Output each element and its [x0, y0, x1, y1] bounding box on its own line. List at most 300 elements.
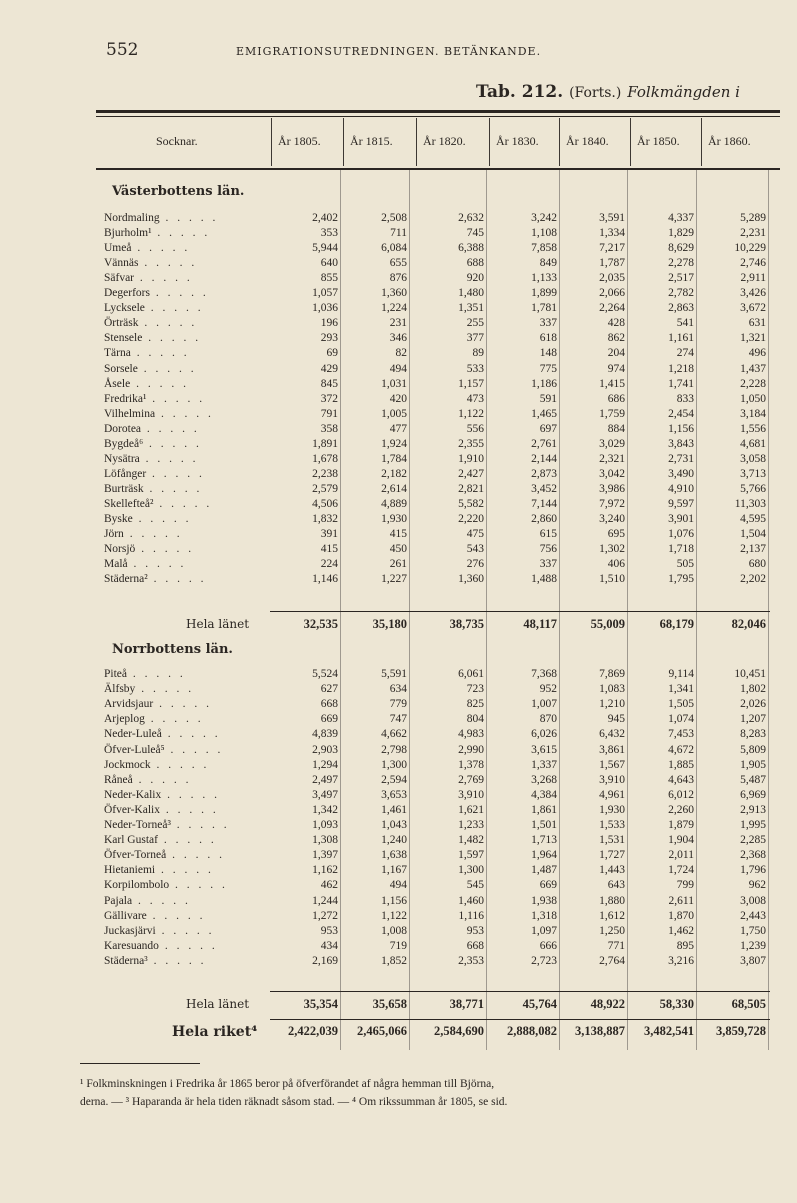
column-header-label: Socknar. — [156, 134, 198, 148]
value-cell: 5,289 — [740, 212, 766, 224]
value-cell: 434 — [320, 939, 338, 952]
parish-row-label — [104, 302, 204, 314]
leader-dots: . . . . . — [157, 834, 217, 847]
value-cell: 1,122 — [458, 407, 484, 420]
parish-name: Juckasjärvi — [104, 924, 156, 937]
value-cell: 1,795 — [668, 573, 694, 586]
value-cell: 2,202 — [740, 573, 766, 586]
value-cell: 2,355 — [458, 437, 484, 450]
value-cell: 391 — [320, 528, 338, 541]
value-cell: 1,891 — [312, 437, 338, 450]
value-cell: 591 — [539, 392, 557, 405]
leader-dots: . . . . . — [150, 758, 210, 771]
value-cell: 6,969 — [740, 788, 766, 801]
value-cell: 3,807 — [740, 954, 766, 967]
total-label: Hela länet — [186, 997, 250, 1011]
value-cell: 1,397 — [312, 849, 338, 862]
parish-row-label — [104, 698, 212, 710]
value-cell: 668 — [320, 698, 338, 711]
value-cell: 3,615 — [531, 743, 557, 756]
parish-name: Vilhelmina — [104, 407, 156, 420]
value-cell: 779 — [389, 698, 407, 711]
value-cell: 1,750 — [740, 924, 766, 937]
header-divider — [416, 118, 417, 166]
value-cell: 2,169 — [312, 954, 338, 967]
value-cell: 3,986 — [599, 482, 625, 495]
parish-name: Lycksele — [104, 302, 145, 315]
parish-name: Dorotea — [104, 422, 142, 435]
parish-name: Malå — [104, 558, 128, 571]
value-cell: 35,354 — [303, 997, 338, 1011]
value-cell: 231 — [389, 317, 407, 330]
value-cell: 1,443 — [599, 864, 625, 877]
value-cell: 1,224 — [381, 302, 407, 315]
parish-name: Korpilombolo — [104, 879, 170, 892]
value-cell: 3,042 — [599, 467, 625, 480]
column-header-label: År 1860. — [708, 134, 751, 148]
value-cell: 35,658 — [372, 997, 407, 1011]
parish-row-label — [104, 955, 206, 967]
column-header-year — [272, 118, 344, 166]
value-cell: 5,582 — [458, 497, 484, 510]
value-cell: 1,505 — [668, 698, 694, 711]
value-cell: 7,368 — [531, 668, 557, 680]
parish-name: Nysätra — [104, 452, 140, 465]
value-cell: 1,852 — [381, 954, 407, 967]
parish-row-label — [104, 287, 209, 299]
value-cell: 825 — [466, 698, 484, 711]
value-cell: 255 — [466, 317, 484, 330]
value-cell: 3,242 — [531, 212, 557, 224]
value-cell: 3,216 — [668, 954, 694, 967]
leader-dots: . . . . . — [147, 573, 207, 586]
leader-dots: . . . . . — [146, 467, 205, 480]
value-cell: 962 — [748, 879, 766, 892]
parish-row-label — [104, 713, 204, 725]
value-cell: 5,524 — [312, 668, 338, 680]
parish-name: Neder-Kalix — [104, 788, 162, 801]
value-cell: 2,769 — [458, 773, 484, 786]
parish-name: Städerna³ — [104, 954, 148, 967]
leader-dots: . . . . . — [166, 849, 225, 862]
value-cell: 3,672 — [740, 302, 766, 315]
column-header-label: År 1830. — [496, 134, 539, 148]
value-cell: 473 — [466, 392, 484, 405]
value-cell: 1,510 — [599, 573, 625, 586]
value-cell: 4,681 — [740, 437, 766, 450]
value-cell: 1,244 — [312, 894, 338, 907]
value-cell: 1,050 — [740, 392, 766, 405]
value-cell: 32,535 — [303, 617, 338, 631]
value-cell: 2,584,690 — [434, 1024, 484, 1038]
value-cell: 1,074 — [668, 713, 694, 726]
value-cell: 1,233 — [458, 819, 484, 831]
value-cell: 2,035 — [599, 272, 625, 285]
value-cell: 2,220 — [458, 513, 484, 525]
value-cell: 337 — [539, 558, 557, 571]
value-cell: 1,302 — [599, 543, 625, 556]
value-cell: 974 — [607, 362, 625, 375]
value-cell: 8,283 — [740, 728, 766, 741]
value-cell: 2,911 — [740, 272, 766, 285]
parish-name: Karesuando — [104, 939, 159, 952]
value-cell: 1,097 — [531, 924, 557, 937]
value-cell: 1,612 — [599, 909, 625, 922]
column-header-year — [490, 118, 560, 166]
parish-row-label — [104, 789, 220, 801]
value-cell: 2,508 — [381, 212, 407, 224]
value-cell: 1,116 — [458, 909, 484, 922]
value-cell: 669 — [539, 879, 557, 892]
value-cell: 462 — [320, 879, 338, 892]
value-cell: 6,061 — [458, 668, 484, 680]
value-cell: 1,759 — [599, 407, 625, 420]
parish-name: Pajala — [104, 894, 133, 907]
leader-dots: . . . . . — [146, 392, 206, 405]
leader-dots: . . . . . — [131, 242, 191, 255]
value-cell: 804 — [466, 713, 484, 726]
value-cell: 8,629 — [668, 242, 694, 255]
footnote-line-2: derna. — ³ Haparanda är hela tiden räknadt såsom stad. — ⁴ Om rikssumman år 1805, se sid. — [80, 1096, 508, 1108]
value-cell: 1,678 — [312, 452, 338, 465]
parish-name: Byske — [104, 513, 133, 525]
value-cell: 1,210 — [599, 698, 625, 711]
parish-name: Fredrika¹ — [104, 392, 147, 405]
value-cell: 2,632 — [458, 212, 484, 224]
value-cell: 1,713 — [531, 834, 557, 847]
value-cell: 4,384 — [531, 788, 557, 801]
value-cell: 1,885 — [668, 758, 694, 771]
value-cell: 3,452 — [531, 482, 557, 495]
value-cell: 48,117 — [523, 617, 557, 631]
value-cell: 6,026 — [531, 728, 557, 741]
value-cell: 2,497 — [312, 773, 338, 786]
parish-row-label — [104, 242, 190, 254]
parish-name: Piteå — [104, 668, 127, 680]
value-cell: 58,330 — [659, 997, 694, 1011]
value-cell: 1,964 — [531, 849, 557, 862]
parish-row-label — [104, 925, 214, 937]
value-cell: 945 — [607, 713, 625, 726]
value-cell: 2,579 — [312, 482, 338, 495]
value-cell: 1,156 — [381, 894, 407, 907]
parish-name: Jörn — [104, 528, 124, 541]
value-cell: 1,480 — [458, 287, 484, 300]
value-cell: 845 — [320, 377, 338, 390]
value-cell: 2,913 — [740, 803, 766, 816]
value-cell: 545 — [466, 879, 484, 892]
value-cell: 5,944 — [312, 242, 338, 255]
value-cell: 655 — [389, 257, 407, 270]
page-number: 552 — [106, 40, 139, 60]
value-cell: 1,146 — [312, 573, 338, 586]
value-cell: 496 — [748, 347, 766, 360]
value-cell: 420 — [389, 392, 407, 405]
value-cell: 1,861 — [531, 803, 557, 816]
value-cell: 1,905 — [740, 758, 766, 771]
parish-row-label — [104, 573, 206, 585]
running-head: EMIGRATIONSUTREDNINGEN. BETÄNKANDE. — [236, 45, 542, 58]
value-cell: 3,910 — [458, 788, 484, 801]
value-cell: 372 — [320, 392, 338, 405]
value-cell: 1,802 — [740, 683, 766, 696]
leader-dots: . . . . . — [143, 482, 203, 495]
value-cell: 346 — [389, 332, 407, 345]
value-cell: 1,036 — [312, 302, 338, 315]
parish-row-label — [104, 558, 186, 570]
parish-name: Öfver-Luleå⁵ — [104, 743, 165, 756]
value-cell: 666 — [539, 939, 557, 952]
value-cell: 1,108 — [531, 227, 557, 240]
value-cell: 1,899 — [531, 287, 557, 300]
value-cell: 2,903 — [312, 743, 338, 756]
value-cell: 1,465 — [531, 407, 557, 420]
value-cell: 3,910 — [599, 773, 625, 786]
parish-name: Stensele — [104, 332, 143, 345]
value-cell: 1,718 — [668, 543, 694, 556]
value-cell: 799 — [676, 879, 694, 892]
leader-dots: . . . . . — [130, 377, 189, 390]
leader-dots: . . . . . — [146, 909, 206, 922]
parish-row-label — [104, 498, 212, 510]
value-cell: 2,026 — [740, 698, 766, 711]
value-cell: 1,167 — [381, 864, 407, 877]
value-cell: 2,723 — [531, 954, 557, 967]
parish-name: Sorsele — [104, 362, 138, 375]
parish-row-label — [104, 332, 201, 344]
value-cell: 82,046 — [731, 617, 766, 631]
value-cell: 7,869 — [599, 668, 625, 680]
value-cell: 1,342 — [312, 803, 338, 816]
value-cell: 1,157 — [458, 377, 484, 390]
value-cell: 711 — [390, 227, 407, 240]
value-cell: 1,334 — [599, 227, 625, 240]
parish-row-label — [104, 683, 194, 695]
value-cell: 1,832 — [312, 513, 338, 525]
value-cell: 2,066 — [599, 287, 625, 300]
value-cell: 7,858 — [531, 242, 557, 255]
value-cell: 952 — [539, 683, 557, 696]
value-cell: 643 — [607, 879, 625, 892]
value-cell: 1,781 — [531, 302, 557, 315]
value-cell: 1,250 — [599, 924, 625, 937]
value-cell: 4,595 — [740, 513, 766, 525]
value-cell: 833 — [676, 392, 694, 405]
value-cell: 870 — [539, 713, 557, 726]
value-cell: 4,839 — [312, 728, 338, 741]
parish-row-label — [104, 363, 197, 375]
parish-row-label — [104, 513, 192, 525]
value-cell: 2,764 — [599, 954, 625, 967]
value-cell: 719 — [389, 939, 407, 952]
value-cell: 6,084 — [381, 242, 407, 255]
leader-dots: . . . . . — [127, 668, 186, 680]
value-cell: 10,451 — [734, 668, 766, 680]
leader-dots: . . . . . — [134, 272, 193, 285]
value-cell: 1,057 — [312, 287, 338, 300]
value-cell: 756 — [539, 543, 557, 556]
value-cell: 1,462 — [668, 924, 694, 937]
value-cell: 1,239 — [740, 939, 766, 952]
value-cell: 2,731 — [668, 452, 694, 465]
value-cell: 7,972 — [599, 497, 625, 510]
value-cell: 2,231 — [740, 227, 766, 240]
value-cell: 3,029 — [599, 437, 625, 450]
leader-dots: . . . . . — [138, 317, 198, 330]
leader-dots: . . . . . — [155, 407, 214, 420]
parish-name: Arvidsjaur — [104, 698, 154, 711]
parish-row-label — [104, 910, 206, 922]
leader-dots: . . . . . — [155, 864, 214, 877]
parish-name: Säfvar — [104, 272, 135, 285]
value-cell: 45,764 — [522, 997, 557, 1011]
parish-name: Karl Gustaf — [104, 834, 158, 847]
value-cell: 2,353 — [458, 954, 484, 967]
value-cell: 5,591 — [381, 668, 407, 680]
value-cell: 415 — [389, 528, 407, 541]
value-cell: 7,144 — [531, 497, 557, 510]
value-cell: 1,133 — [531, 272, 557, 285]
value-cell: 862 — [607, 332, 625, 345]
value-cell: 3,653 — [381, 788, 407, 801]
leader-dots: . . . . . — [151, 227, 211, 240]
leader-dots: . . . . . — [132, 513, 192, 525]
value-cell: 2,238 — [312, 467, 338, 480]
value-cell: 953 — [320, 924, 338, 937]
value-cell: 4,506 — [312, 497, 338, 510]
value-cell: 775 — [539, 362, 557, 375]
value-cell: 1,930 — [381, 513, 407, 525]
parish-row-label — [104, 272, 193, 284]
leader-dots: . . . . . — [135, 543, 195, 556]
value-cell: 1,487 — [531, 864, 557, 877]
value-cell: 634 — [389, 683, 407, 696]
value-cell: 1,321 — [740, 332, 766, 345]
value-cell: 415 — [320, 543, 338, 556]
value-cell: 1,318 — [531, 909, 557, 922]
parish-name: Tärna — [104, 347, 131, 360]
value-cell: 1,294 — [312, 758, 338, 771]
value-cell: 533 — [466, 362, 484, 375]
leader-dots: . . . . . — [161, 728, 221, 741]
parish-row-label — [104, 227, 210, 239]
parish-row-label — [104, 468, 205, 480]
value-cell: 82 — [395, 347, 407, 360]
parish-row-label — [104, 423, 200, 435]
header-divider — [559, 118, 560, 166]
parish-row-label — [104, 834, 217, 846]
parish-row-label — [104, 257, 197, 269]
value-cell: 2,427 — [458, 467, 484, 480]
leader-dots: . . . . . — [164, 743, 224, 756]
value-cell: 2,990 — [458, 743, 484, 756]
value-cell: 1,043 — [381, 819, 407, 831]
value-cell: 7,217 — [599, 242, 625, 255]
value-cell: 2,888,082 — [507, 1024, 557, 1038]
value-cell: 640 — [320, 257, 338, 270]
value-cell: 556 — [466, 422, 484, 435]
value-cell: 1,300 — [381, 758, 407, 771]
value-cell: 697 — [539, 422, 557, 435]
value-cell: 1,415 — [599, 377, 625, 390]
parish-row-label — [104, 744, 223, 756]
grand-total-rule — [270, 1019, 770, 1020]
value-cell: 5,809 — [740, 743, 766, 756]
value-cell: 2,798 — [381, 743, 407, 756]
leader-dots: . . . . . — [138, 257, 198, 270]
parish-name: Umeå — [104, 242, 132, 255]
parish-row-label — [104, 438, 202, 450]
value-cell: 3,713 — [740, 467, 766, 480]
value-cell: 1,597 — [458, 849, 484, 862]
value-cell: 406 — [607, 558, 625, 571]
table-title — [476, 82, 740, 102]
value-cell: 1,533 — [599, 819, 625, 831]
value-cell: 1,308 — [312, 834, 338, 847]
value-cell: 669 — [320, 713, 338, 726]
value-cell: 3,008 — [740, 894, 766, 907]
value-cell: 1,879 — [668, 819, 694, 831]
parish-row-label — [104, 895, 191, 907]
leader-dots: . . . . . — [144, 713, 204, 726]
value-cell: 1,460 — [458, 894, 484, 907]
leader-dots: . . . . . — [142, 332, 202, 345]
value-cell: 6,012 — [668, 788, 694, 801]
value-cell: 1,638 — [381, 849, 407, 862]
column-header-year — [344, 118, 417, 166]
value-cell: 1,501 — [531, 819, 557, 831]
value-cell: 293 — [320, 332, 338, 345]
value-cell: 2,821 — [458, 482, 484, 495]
value-cell: 9,114 — [668, 668, 694, 680]
column-header-year — [702, 118, 770, 166]
parish-row-label — [104, 347, 190, 359]
leader-dots: . . . . . — [144, 302, 204, 315]
value-cell: 2,285 — [740, 834, 766, 847]
value-cell: 1,272 — [312, 909, 338, 922]
value-cell: 1,482 — [458, 834, 484, 847]
value-cell: 48,922 — [590, 997, 625, 1011]
column-header-socknar — [96, 118, 272, 166]
header-divider — [701, 118, 702, 166]
value-cell: 4,643 — [668, 773, 694, 786]
value-cell: 428 — [607, 317, 625, 330]
value-cell: 1,378 — [458, 758, 484, 771]
parish-name: Jockmock — [104, 758, 151, 771]
parish-name: Skellefteå² — [104, 497, 154, 510]
value-cell: 11,303 — [734, 497, 766, 510]
value-cell: 4,983 — [458, 728, 484, 741]
value-cell: 1,727 — [599, 849, 625, 862]
value-cell: 3,490 — [668, 467, 694, 480]
value-cell: 4,889 — [381, 497, 407, 510]
value-cell: 1,556 — [740, 422, 766, 435]
parish-row-label — [104, 528, 183, 540]
value-cell: 1,567 — [599, 758, 625, 771]
value-cell: 1,031 — [381, 377, 407, 390]
value-cell: 1,093 — [312, 819, 338, 831]
value-cell: 745 — [466, 227, 484, 240]
value-cell: 261 — [389, 558, 407, 571]
value-cell: 337 — [539, 317, 557, 330]
value-cell: 1,156 — [668, 422, 694, 435]
parish-name: Åsele — [104, 377, 131, 390]
parish-name: Öfver-Torneå — [104, 849, 167, 862]
value-cell: 2,402 — [312, 212, 338, 224]
value-cell: 4,337 — [668, 212, 694, 224]
value-cell: 2,228 — [740, 377, 766, 390]
parish-name: Råneå — [104, 773, 133, 786]
